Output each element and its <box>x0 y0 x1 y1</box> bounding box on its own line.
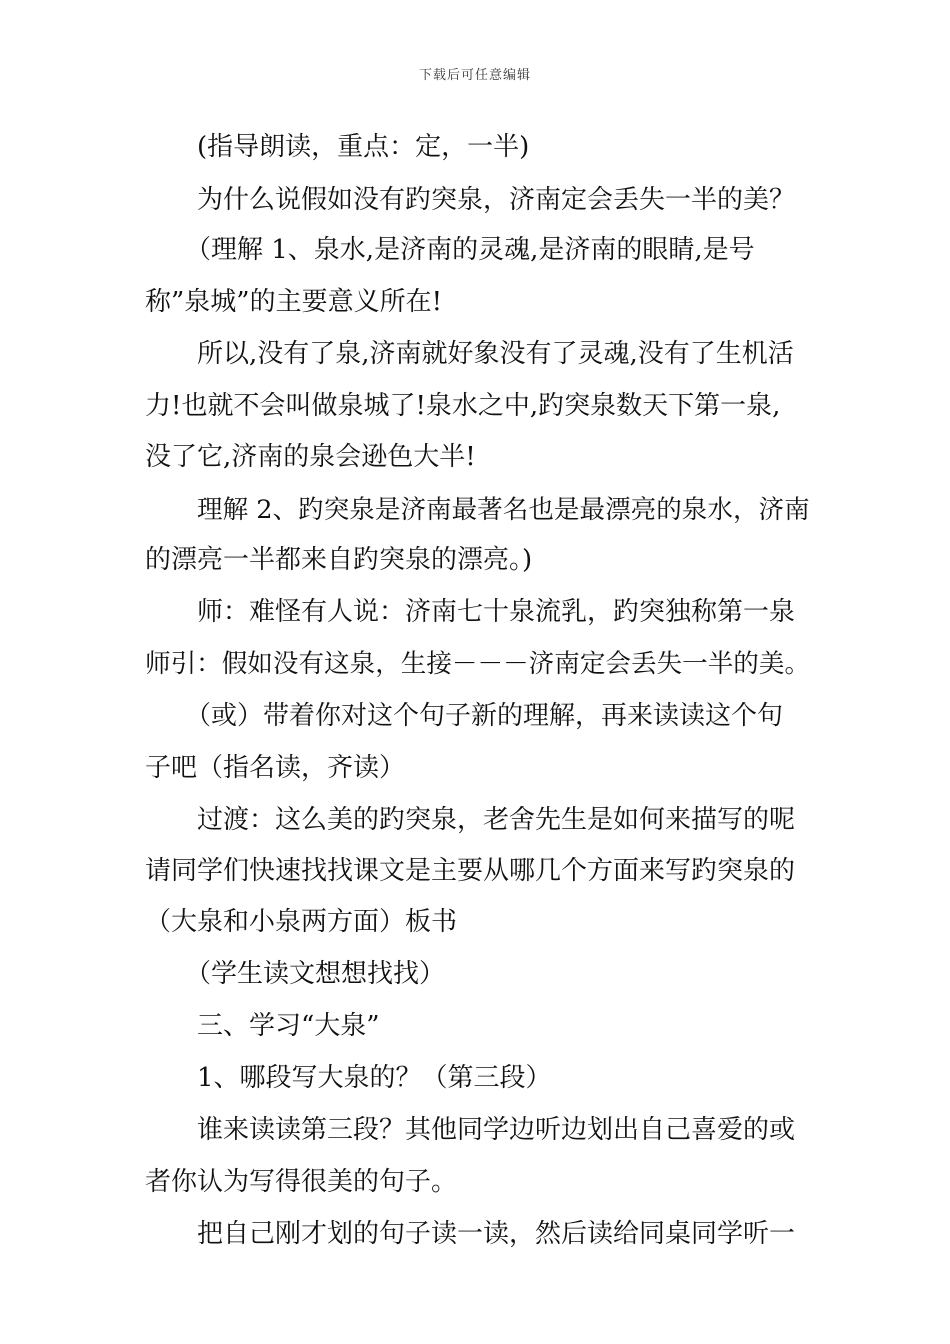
text-line: 称”泉城”的主要意义所在! <box>145 287 443 317</box>
text-line: （理解 1、泉水,是济南的灵魂,是济南的眼睛,是号 <box>185 235 755 265</box>
text-line: 力!也就不会叫做泉城了!泉水之中,趵突泉数天下第一泉, <box>145 391 781 421</box>
text-line: 所以,没有了泉,济南就好象没有了灵魂,没有了生机活 <box>197 339 794 369</box>
text-line: 师：难怪有人说：济南七十泉流乳，趵突独称第一泉 <box>197 597 796 627</box>
text-line: 过渡：这么美的趵突泉，老舍先生是如何来描写的呢 <box>197 805 796 835</box>
text-line: 子吧（指名读，齐读） <box>145 753 406 783</box>
text-line: 者你认为写得很美的句子。 <box>145 1167 458 1197</box>
text-line: 1、哪段写大泉的？（第三段） <box>197 1063 552 1093</box>
text-line: 三、学习“大泉” <box>197 1011 380 1041</box>
text-line: 的漂亮一半都来自趵突泉的漂亮。) <box>145 545 533 575</box>
text-line: （或）带着你对这个句子新的理解，再来读读这个句 <box>185 701 784 731</box>
text-line: 没了它,济南的泉会逊色大半! <box>145 442 476 472</box>
text-line: （学生读文想想找找） <box>185 959 446 989</box>
text-line: （大泉和小泉两方面）板书 <box>145 907 458 937</box>
page-header: 下载后可任意编辑 <box>418 68 531 83</box>
text-line: (指导朗读，重点：定，一半) <box>197 132 530 162</box>
text-line: 为什么说假如没有趵突泉，济南定会丢失一半的美？ <box>197 185 796 215</box>
text-line: 把自己刚才划的句子读一读，然后读给同桌同学听一 <box>197 1219 796 1249</box>
text-line: 理解 2、趵突泉是济南最著名也是最漂亮的泉水，济南 <box>197 495 810 525</box>
text-line: 谁来读读第三段？其他同学边听边划出自己喜爱的或 <box>197 1115 796 1145</box>
text-line: 师引：假如没有这泉，生接－－－济南定会丢失一半的美。 <box>145 649 811 679</box>
text-line: 请同学们快速找找课文是主要从哪几个方面来写趵突泉的 <box>145 856 796 886</box>
